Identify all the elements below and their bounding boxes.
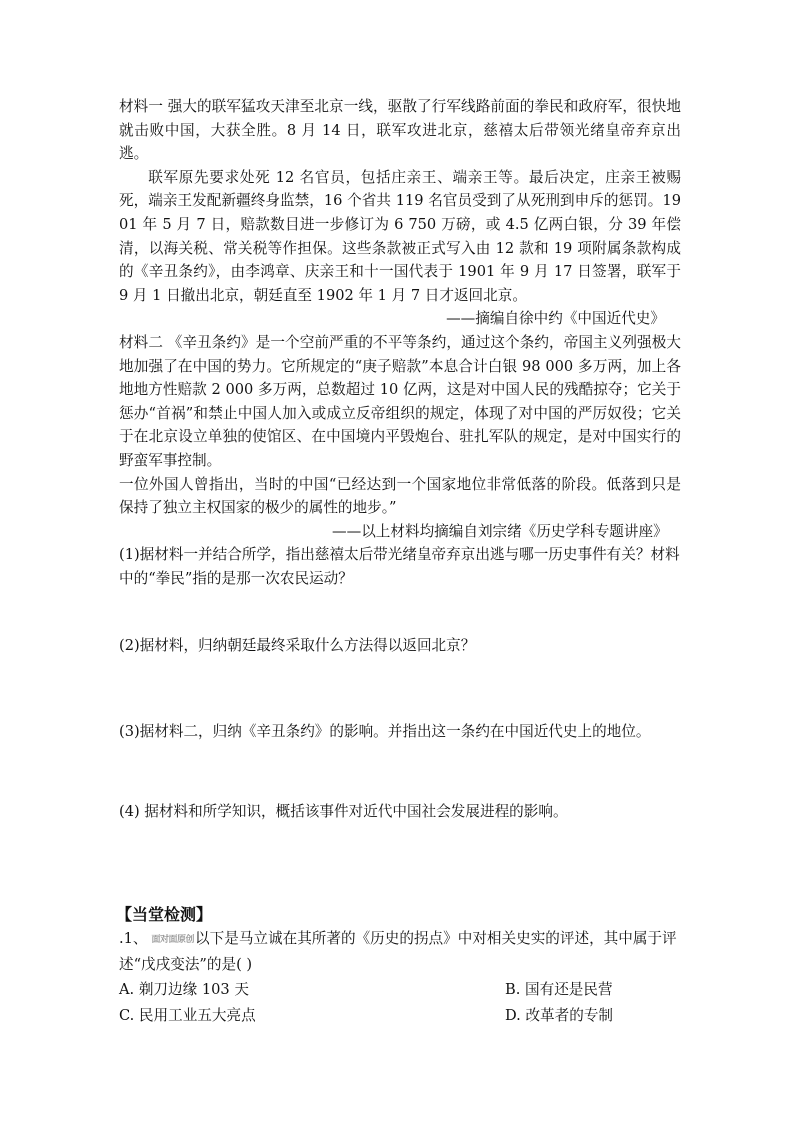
original-stamp: 面对面原创: [151, 935, 195, 946]
section-title-check: 【当堂检测】: [116, 905, 213, 925]
answer-options: [119, 977, 681, 1029]
answer-space-3[interactable]: [119, 744, 681, 800]
option-a[interactable]: A. 剃刀边缘 103 天: [119, 981, 249, 999]
question-1: (1)据材料一并结合所学，指出慈禧太后带光绪皇帝弃京出逃与哪一历史事件有关？材料中的“拳民”指的是那一次农民运动？: [119, 546, 680, 587]
check-question-number: .1、: [119, 930, 148, 948]
answer-space-2[interactable]: [119, 658, 681, 720]
check-question-text: 以下是马立诚在其所著的《历史的拐点》中对相关史实的评述，其中属于评述“戊戌变法”的是( ): [119, 930, 677, 973]
document-page: [116, 95, 681, 1029]
question-4: (4) 据材料和所学知识，概括该事件对近代中国社会发展进程的影响。: [119, 802, 568, 820]
material-two-quote: 一位外国人曾指出，当时的中国“已经达到一个国家地位非常低落的阶段。低落到只是保持了独立主权国家的极少的属性的地步。”: [119, 475, 681, 517]
question-3: (3)据材料二，归纳《辛丑条约》的影响。并指出这一条约在中国近代史上的地位。: [119, 723, 651, 741]
option-d[interactable]: D. 改革者的专制: [505, 1007, 614, 1025]
material-one-paragraph-2: 联军原先要求处死 12 名官员，包括庄亲王、端亲王等。最后决定，庄亲王被赐死，端亲王发配新疆终身监禁，16 个省共 119 名官员受到了从死刑到申斥的惩罚。1901 年 5 月 7 日，赔款数目进一步修订为 6 750 万磅，或 4.5 亿两白银，分 39 年偿清，以海关税、常关税等作担保。这些条款被正式写入由 12 款和 19 项附属条款构成的《辛丑条约》，由李鸿章、庆亲王和十一国代表于 1901 年 9 月 17 日签署，联军于 9 月 1 日撤出北京，朝廷直至 1902 年 1 月 7 日才返回北京。: [119, 168, 681, 304]
answer-space-1[interactable]: [119, 590, 681, 634]
answer-space-4[interactable]: [119, 823, 681, 903]
material-one-source: ——摘编自徐中约《中国近代史》: [446, 310, 665, 328]
material-one-paragraph: 材料一 强大的联军猛攻天津至北京一线，驱散了行军线路前面的拳民和政府军，很快地就击败中国，大获全胜。8 月 14 日，联军攻进北京，慈禧太后带领光绪皇帝弃京出逃。: [119, 98, 681, 163]
question-2: (2)据材料，归纳朝廷最终采取什么方法得以返回北京？: [119, 637, 476, 655]
check-question-1: [119, 927, 681, 976]
material-two-paragraph: 材料二 《辛丑条约》是一个空前严重的不平等条约，通过这个条约，帝国主义列强极大地加强了在中国的势力。它所规定的“庚子赔款”本息合计白银 98 000 多万两，加上各地地方性赔款 2 000 多万两，总数超过 10 亿两，这是对中国人民的残酷掠夺；它关于惩办“首祸”和禁止中国人加入或成立反帝组织的规定，体现了对中国的严厉奴役；它关于在北京设立单独的使馆区、在中国境内平毁炮台、驻扎军队的规定，是对中国实行的野蛮军事控制。: [119, 333, 681, 469]
option-b[interactable]: B. 国有还是民营: [505, 981, 613, 999]
material-two-source: ——以上材料均摘编自刘宗绪《历史学科专题讲座》: [332, 522, 668, 540]
option-c[interactable]: C. 民用工业五大亮点: [119, 1007, 256, 1025]
